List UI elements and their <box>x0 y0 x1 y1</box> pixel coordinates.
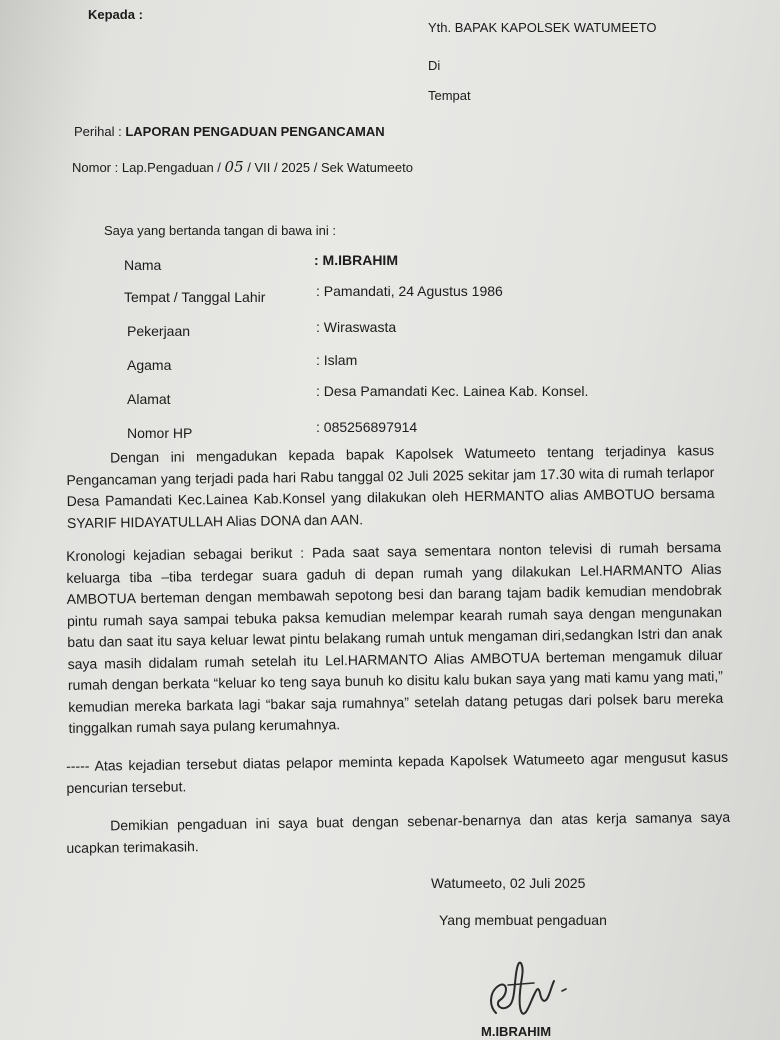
identity-value: : 085256897914 <box>316 419 418 435</box>
recipient-line-3: Tempat <box>428 88 471 103</box>
nomor-prefix: Lap.Pengaduan / <box>121 160 221 175</box>
identity-value: : M.IBRAHIM <box>314 252 398 268</box>
signature-image <box>478 955 578 1025</box>
identity-label: Pekerjaan <box>127 323 191 339</box>
nomor-label: Nomor : <box>72 160 119 175</box>
identity-value: : Wiraswasta <box>316 319 397 335</box>
nomor-line <box>72 158 413 176</box>
kepada-label: Kepada : <box>88 7 143 22</box>
recipient-line-1: Yth. BAPAK KAPOLSEK WATUMEETO <box>428 20 657 35</box>
paragraph-2: Kronologi kejadian sebagai berikut : Pada saat saya sementara nonton televisi di rumah bersama keluarga tiba –tiba terdegar suara gaduh di depan rumah yang dilakukan Lel.HARMANTO Alias AMBOTUA berteman dengan membawah sepotong besi dan barang tajam badik kemudian mendobrak pintu rumah saya sampai tebuka paksa kemudian melempar kearah rumah saya dengan mengunakan batu dan saat itu saya keluar lewat pintu belakang rumah untuk mengaman diri,sedangkan Istri dan anak saya masih didalam rumah setelah itu Lel.HARMANTO Alias AMBOTUA berteman mengamuk diluar rumah dengan berkata “keluar ko teng saya bunuh ko disitu kalu bukan saya yang mati kamu yang mati,” kemudian mereka barkata lagi “bakar saja rumahnya” setelah datang petugas dari polsek baru mereka tinggalkan rumah saya pulang kerumahnya. <box>66 538 724 736</box>
nomor-suffix: / VII / 2025 / Sek Watumeeto <box>247 160 413 175</box>
identity-label: Agama <box>127 357 172 373</box>
identity-value: : Pamandati, 24 Agustus 1986 <box>316 283 503 299</box>
identity-label: Nomor HP <box>127 425 193 441</box>
perihal-line <box>74 124 385 139</box>
paragraph-3: ----- Atas kejadian tersebut diatas pelapor meminta kepada Kapolsek Watumeeto agar mengusut kasus pencurian tersebut. <box>66 748 729 796</box>
identity-label: Alamat <box>127 391 171 407</box>
signer-title: Yang membuat pengaduan <box>439 912 607 928</box>
paragraph-1: Dengan ini mengadukan kepada bapak Kapolsek Watumeeto tentang terjadinya kasus Pengancaman yang terjadi pada hari Rabu tanggal 02 Juli 2025 sekitar jam 17.30 wita di rumah terlapor Desa Pamandati Kec.Lainea Kab.Konsel yang dilakukan oleh HERMANTO alias AMBOTUO bersama SYARIF HIDAYATULLAH Alias DONA dan AAN. <box>66 442 715 531</box>
nomor-handwritten: 05 <box>224 158 244 176</box>
signer-name: M.IBRAHIM <box>481 1024 552 1039</box>
perihal-value: LAPORAN PENGADUAN PENGANCAMAN <box>125 124 385 139</box>
identity-label: Nama <box>124 257 162 273</box>
identity-label: Tempat / Tanggal Lahir <box>124 289 266 305</box>
recipient-line-2: Di <box>428 58 441 73</box>
intro-text: Saya yang bertanda tangan di bawa ini : <box>104 223 337 238</box>
identity-value: : Islam <box>316 352 358 368</box>
perihal-label: Perihal : <box>74 124 122 139</box>
paragraph-4: Demikian pengaduan ini saya buat dengan sebenar-benarnya dan atas kerja samanya saya ucapkan terimakasih. <box>66 808 731 856</box>
identity-value: : Desa Pamandati Kec. Lainea Kab. Konsel. <box>316 383 589 399</box>
place-date: Watumeeto, 02 Juli 2025 <box>431 875 586 891</box>
